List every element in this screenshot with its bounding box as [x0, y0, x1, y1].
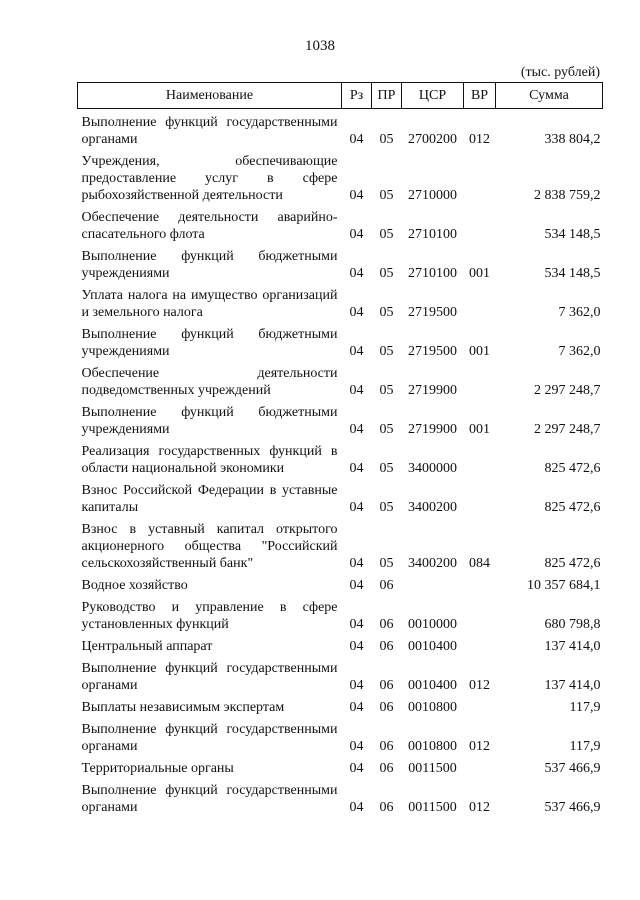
table-row — [78, 148, 603, 204]
cell-pr: 05 — [379, 422, 394, 437]
cell-pr: 06 — [379, 678, 394, 693]
cell-csr: 0010800 — [408, 739, 457, 754]
cell-sum: 2 297 248,7 — [534, 422, 601, 437]
table-row — [78, 777, 603, 816]
cell-sum: 825 472,6 — [544, 500, 601, 515]
cell-vr — [464, 438, 496, 477]
table-row — [78, 399, 603, 438]
cell-vr: 001 — [469, 422, 490, 437]
cell-csr: 2719500 — [408, 344, 457, 359]
cell-sum: 825 472,6 — [544, 556, 601, 571]
table-row — [78, 516, 603, 572]
cell-name: Водное хозяйство — [81, 578, 188, 593]
cell-pr: 05 — [379, 227, 394, 242]
cell-pr: 05 — [379, 305, 394, 320]
cell-sum: 137 414,0 — [544, 639, 601, 654]
cell-sum: 117,9 — [569, 700, 601, 715]
cell-pr: 06 — [379, 578, 394, 593]
column-header-rz: Рз — [342, 83, 372, 109]
cell-vr — [464, 694, 496, 716]
cell-name: Взнос в уставный капитал открытого акционерного общества "Российский сельскохозяйственный банк" — [81, 522, 338, 571]
cell-csr: 0010800 — [408, 700, 457, 715]
column-header-pr: ПР — [372, 83, 402, 109]
table-body — [78, 109, 603, 817]
cell-name: Выполнение функций бюджетными учреждениями — [81, 405, 338, 437]
cell-name: Реализация государственных функций в области национальной экономики — [81, 444, 338, 476]
cell-rz: 04 — [349, 578, 364, 593]
cell-vr: 012 — [469, 800, 490, 815]
table-row — [78, 594, 603, 633]
cell-name: Обеспечение деятельности подведомственных учреждений — [81, 366, 338, 398]
cell-rz: 04 — [349, 461, 364, 476]
cell-rz: 04 — [349, 344, 364, 359]
cell-name: Выплаты независимым экспертам — [81, 700, 285, 715]
cell-pr: 06 — [379, 761, 394, 776]
column-header-vr: ВР — [464, 83, 496, 109]
cell-name: Руководство и управление в сфере установленных функций — [81, 600, 338, 632]
cell-vr — [464, 477, 496, 516]
cell-name: Уплата налога на имущество организаций и земельного налога — [81, 288, 338, 320]
cell-csr: 2710100 — [408, 266, 457, 281]
cell-rz: 04 — [349, 266, 364, 281]
cell-rz: 04 — [349, 639, 364, 654]
table-row — [78, 360, 603, 399]
cell-pr: 05 — [379, 132, 394, 147]
table-row — [78, 477, 603, 516]
cell-rz: 04 — [349, 132, 364, 147]
cell-rz: 04 — [349, 383, 364, 398]
cell-name: Взнос Российской Федерации в уставные капиталы — [81, 483, 338, 515]
cell-csr: 2700200 — [408, 132, 457, 147]
cell-csr: 2719900 — [408, 422, 457, 437]
page-number: 1038 — [305, 38, 335, 54]
cell-sum: 534 148,5 — [544, 266, 601, 281]
cell-pr: 06 — [379, 700, 394, 715]
column-header-csr: ЦСР — [402, 83, 464, 109]
cell-rz: 04 — [349, 700, 364, 715]
cell-rz: 04 — [349, 188, 364, 203]
table-row — [78, 572, 603, 594]
cell-name: Территориальные органы — [81, 761, 234, 776]
cell-rz: 04 — [349, 556, 364, 571]
cell-name: Выполнение функций государственными органами — [81, 661, 338, 693]
cell-sum: 10 357 684,1 — [527, 578, 601, 593]
cell-sum: 534 148,5 — [544, 227, 601, 242]
cell-pr: 05 — [379, 383, 394, 398]
cell-csr — [402, 572, 464, 594]
cell-csr: 0010400 — [408, 678, 457, 693]
table-row — [78, 755, 603, 777]
budget-table — [77, 82, 603, 816]
cell-csr: 2719900 — [408, 383, 457, 398]
cell-rz: 04 — [349, 227, 364, 242]
cell-name: Выполнение функций государственными органами — [81, 722, 338, 754]
cell-name: Центральный аппарат — [81, 639, 213, 654]
table-header — [78, 83, 603, 109]
cell-name: Выполнение функций бюджетными учреждениями — [81, 249, 338, 281]
cell-csr: 0010000 — [408, 617, 457, 632]
table-row — [78, 282, 603, 321]
cell-pr: 06 — [379, 739, 394, 754]
table-row — [78, 321, 603, 360]
cell-sum: 338 804,2 — [544, 132, 601, 147]
table-row — [78, 655, 603, 694]
cell-vr — [464, 572, 496, 594]
cell-vr — [464, 594, 496, 633]
cell-sum: 137 414,0 — [544, 678, 601, 693]
cell-rz: 04 — [349, 800, 364, 815]
cell-sum: 2 297 248,7 — [534, 383, 601, 398]
cell-csr: 3400200 — [408, 500, 457, 515]
cell-pr: 05 — [379, 344, 394, 359]
cell-name: Выполнение функций бюджетными учреждениями — [81, 327, 338, 359]
cell-vr: 012 — [469, 678, 490, 693]
cell-vr — [464, 360, 496, 399]
cell-sum: 117,9 — [569, 739, 601, 754]
cell-name: Выполнение функций государственными органами — [81, 115, 338, 147]
table-row — [78, 438, 603, 477]
table-row — [78, 694, 603, 716]
cell-name: Обеспечение деятельности аварийно-спасательного флота — [81, 210, 338, 242]
cell-sum: 825 472,6 — [544, 461, 601, 476]
table-row — [78, 109, 603, 149]
cell-name: Учреждения, обеспечивающие предоставление услуг в сфере рыбохозяйственной деятельности — [81, 154, 338, 203]
cell-pr: 05 — [379, 266, 394, 281]
cell-pr: 06 — [379, 800, 394, 815]
cell-sum: 537 466,9 — [544, 800, 601, 815]
cell-vr — [464, 633, 496, 655]
cell-pr: 05 — [379, 500, 394, 515]
cell-vr: 012 — [469, 739, 490, 754]
cell-pr: 06 — [379, 617, 394, 632]
cell-vr — [464, 148, 496, 204]
cell-csr: 0011500 — [408, 800, 457, 815]
cell-pr: 05 — [379, 461, 394, 476]
table-row — [78, 633, 603, 655]
cell-sum: 2 838 759,2 — [534, 188, 601, 203]
column-header-sum: Сумма — [496, 83, 603, 109]
cell-csr: 2710100 — [408, 227, 457, 242]
cell-rz: 04 — [349, 678, 364, 693]
table-row — [78, 716, 603, 755]
cell-rz: 04 — [349, 305, 364, 320]
cell-vr: 001 — [469, 344, 490, 359]
cell-rz: 04 — [349, 739, 364, 754]
cell-rz: 04 — [349, 500, 364, 515]
cell-sum: 537 466,9 — [544, 761, 601, 776]
cell-name: Выполнение функций государственными органами — [81, 783, 338, 815]
cell-vr — [464, 204, 496, 243]
cell-rz: 04 — [349, 761, 364, 776]
table-row — [78, 204, 603, 243]
cell-sum: 7 362,0 — [558, 305, 601, 320]
cell-pr: 05 — [379, 556, 394, 571]
cell-pr: 06 — [379, 639, 394, 654]
cell-vr: 012 — [469, 132, 490, 147]
cell-vr: 084 — [469, 556, 490, 571]
cell-csr: 0011500 — [408, 761, 457, 776]
cell-csr: 0010400 — [408, 639, 457, 654]
cell-pr: 05 — [379, 188, 394, 203]
cell-sum: 680 798,8 — [544, 617, 601, 632]
cell-vr — [464, 282, 496, 321]
cell-csr: 3400200 — [408, 556, 457, 571]
cell-rz: 04 — [349, 422, 364, 437]
cell-csr: 3400000 — [408, 461, 457, 476]
cell-rz: 04 — [349, 617, 364, 632]
table-row — [78, 243, 603, 282]
units-note: (тыс. рублей) — [520, 65, 600, 80]
cell-csr: 2719500 — [408, 305, 457, 320]
cell-sum: 7 362,0 — [558, 344, 601, 359]
cell-vr — [464, 755, 496, 777]
cell-vr: 001 — [469, 266, 490, 281]
column-header-name: Наименование — [78, 83, 342, 109]
cell-csr: 2710000 — [408, 188, 457, 203]
